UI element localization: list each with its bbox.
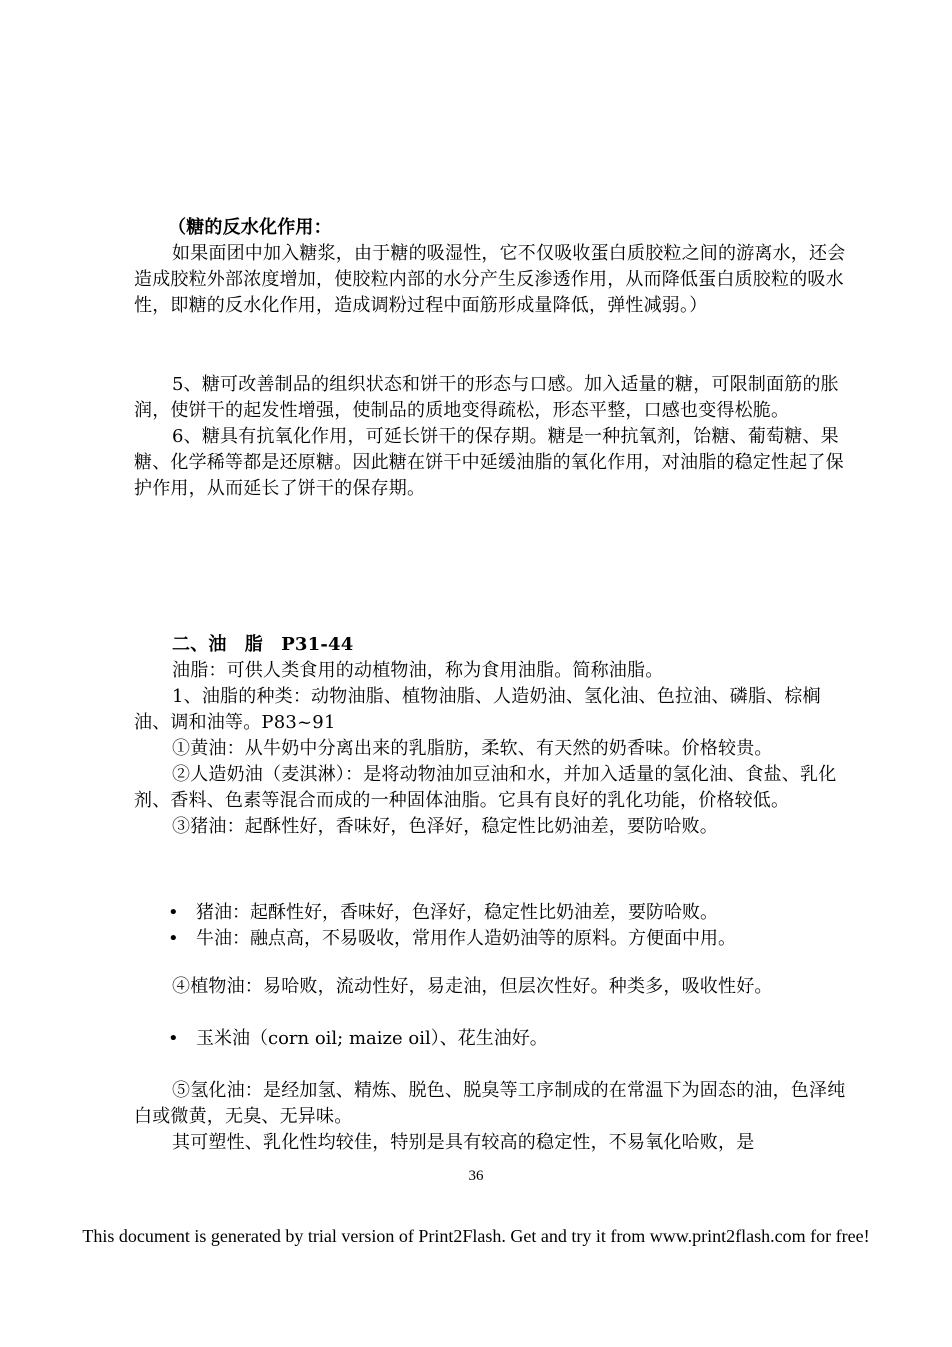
list-item [134,1026,850,1052]
oil-heading: 二、油 脂 P31-44 [172,634,354,655]
oil-types: 1、油脂的种类：动物油脂、植物油脂、人造奶油、氢化油、色拉油、磷脂、棕榈油、调和油等。P83~91 [134,686,821,733]
oil-hydrogenated: ⑤氢化油：是经加氢、精炼、脱色、脱臭等工序制成的在常温下为固态的油，色泽纯白或微黄，无臭、无异味。 [134,1080,846,1127]
sugar-paragraph-2: 5、糖可改善制品的组织状态和饼干的形态与口感。加入适量的糖，可限制面筋的胀润，使饼干的起发性增强，使制品的质地变得疏松，形态平整，口感也变得松脆。 [134,374,839,421]
oil-definition: 油脂：可供人类食用的动植物油，称为食用油脂。简称油脂。 [172,660,664,681]
page-number: 36 [468,1168,484,1184]
section-vegetable-oil [134,974,850,1000]
oil-vegetable: ④植物油：易哈败，流动性好，易走油，但层次性好。种类多，吸收性好。 [172,976,773,997]
bullet-icon: • [168,1028,179,1049]
bullet-list-1 [134,900,850,952]
bullet-text: 猪油：起酥性好，香味好，色泽好，稳定性比奶油差，要防哈败。 [196,902,718,923]
section-sugar [134,215,850,319]
oil-margarine: ②人造奶油（麦淇淋）：是将动物油加豆油和水，并加入适量的氢化油、食盐、乳化剂、香料、色素等混合而成的一种固体油脂。它具有良好的乳化功能，价格较低。 [134,764,837,811]
section-oil [134,632,850,840]
list-item [134,926,850,952]
sugar-paragraph-1: 如果面团中加入糖浆，由于糖的吸湿性，它不仅吸收蛋白质胶粒之间的游离水，还会造成胶粒外部浓度增加，使胶粒内部的水分产生反渗透作用，从而降低蛋白质胶粒的吸水性，即糖的反水化作用，造成调粉过程中面筋形成量降低，弹性减弱。） [134,243,846,316]
list-item [134,900,850,926]
bullet-text: 玉米油（corn oil; maize oil）、花生油好。 [196,1028,548,1049]
section-hydrogenated-oil [134,1078,850,1156]
oil-hydrogenated-cont: 其可塑性、乳化性均较佳，特别是具有较高的稳定性，不易氧化哈败，是 [172,1132,755,1153]
trial-footer: This document is generated by trial version of Print2Flash. Get and try it from www.print2flash.com for free! [82,1226,870,1246]
section-sugar-points [134,372,850,502]
oil-butter: ①黄油：从牛奶中分离出来的乳脂肪，柔软、有天然的奶香味。价格较贵。 [172,738,773,759]
bullet-text: 牛油：融点高，不易吸收，常用作人造奶油等的原料。方便面中用。 [196,928,736,949]
bullet-list-2 [134,1026,850,1052]
bullet-icon: • [168,928,179,949]
bullet-icon: • [168,902,179,923]
sugar-heading: （糖的反水化作用： [168,217,332,238]
sugar-paragraph-3: 6、糖具有抗氧化作用，可延长饼干的保存期。糖是一种抗氧剂，饴糖、葡萄糖、果糖、化学稀等都是还原糖。因此糖在饼干中延缓油脂的氧化作用，对油脂的稳定性起了保护作用，从而延长了饼干的保存期。 [134,426,844,499]
oil-lard: ③猪油：起酥性好，香味好，色泽好，稳定性比奶油差，要防哈败。 [172,816,718,837]
